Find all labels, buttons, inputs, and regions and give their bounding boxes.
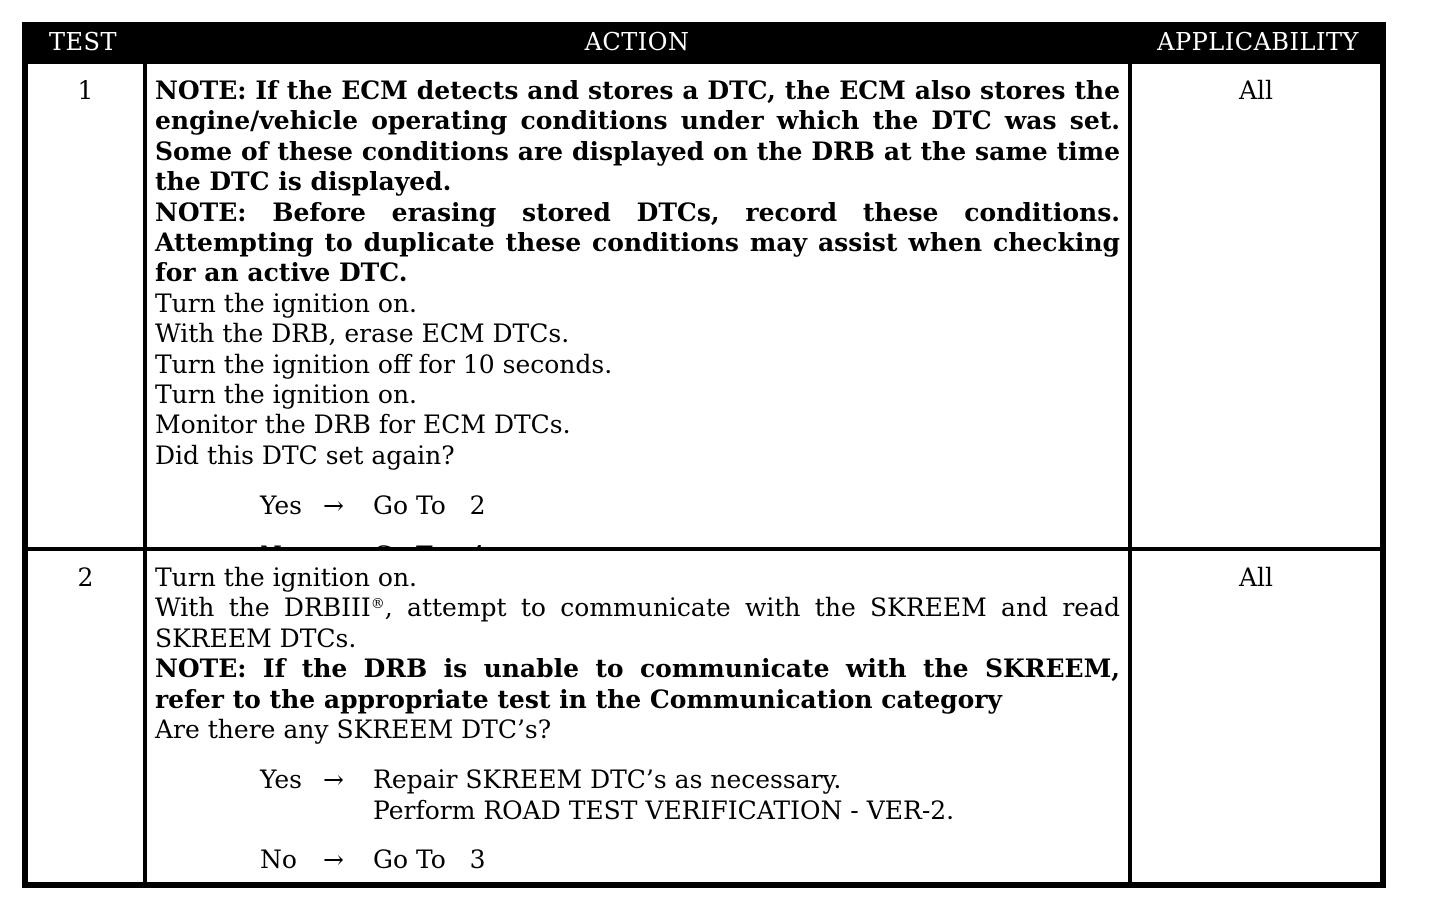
repair-text: Repair SKREEM DTC’s as necessary. Perform ROAD TEST VERIFICATION - VER-2.: [373, 765, 955, 825]
row1-step-1: Turn the ignition on.: [155, 288, 417, 318]
row1-question: Did this DTC set again?: [155, 440, 455, 470]
registered-mark: ®: [370, 596, 385, 613]
row1-action: [147, 64, 1128, 547]
row1-step-4: Turn the ignition on.: [155, 380, 417, 410]
table-header: [22, 22, 1386, 62]
row1-yes-branch: [155, 491, 1120, 521]
header-applicability: APPLICABILITY: [1157, 28, 1359, 56]
no-label: No: [260, 845, 297, 875]
arrow-right-icon: →: [323, 845, 344, 875]
row2-test-number: 2: [28, 551, 143, 882]
arrow-right-icon: →: [323, 491, 344, 521]
row2-yes-branch: [155, 765, 1120, 825]
row1-step-2: With the DRB, erase ECM DTCs.: [155, 319, 570, 349]
row2-step-2: With the DRBIII®, attempt to communicate with the SKREEM and read SKREEM DTCs.: [155, 593, 1120, 653]
row1-test-number: 1: [28, 64, 143, 547]
goto-text: Go To 3: [373, 845, 486, 875]
yes-label: Yes: [260, 491, 302, 521]
yes-label: Yes: [260, 765, 302, 795]
row1-note-2: NOTE: Before erasing stored DTCs, record these conditions. Attempting to duplicate these conditions may assist when checking for an active DTC.: [155, 197, 1120, 288]
row1-step-3: Turn the ignition off for 10 seconds.: [155, 349, 613, 379]
header-action: ACTION: [584, 28, 690, 56]
diagnostic-table: [22, 22, 1386, 888]
row1-applicability: All: [1132, 64, 1380, 547]
goto-text: Go To 2: [373, 491, 486, 521]
row2-note: NOTE: If the DRB is unable to communicate with the SKREEM, refer to the appropriate test in the Communication category: [155, 654, 1120, 714]
row2-applicability: All: [1132, 551, 1380, 882]
arrow-right-icon: →: [323, 765, 344, 795]
row2-question: Are there any SKREEM DTC’s?: [155, 715, 552, 745]
header-test: TEST: [49, 28, 117, 56]
row2-no-branch: [155, 845, 1120, 875]
row1-note-1: NOTE: If the ECM detects and stores a DTC, the ECM also stores the engine/vehicle operating conditions under which the DTC was set. Some of these conditions are displayed on the DRB at the same time the DTC is displayed.: [155, 76, 1120, 197]
row1-step-5: Monitor the DRB for ECM DTCs.: [155, 410, 571, 440]
row2-action: [147, 551, 1128, 882]
row2-step-1: Turn the ignition on.: [155, 563, 417, 592]
